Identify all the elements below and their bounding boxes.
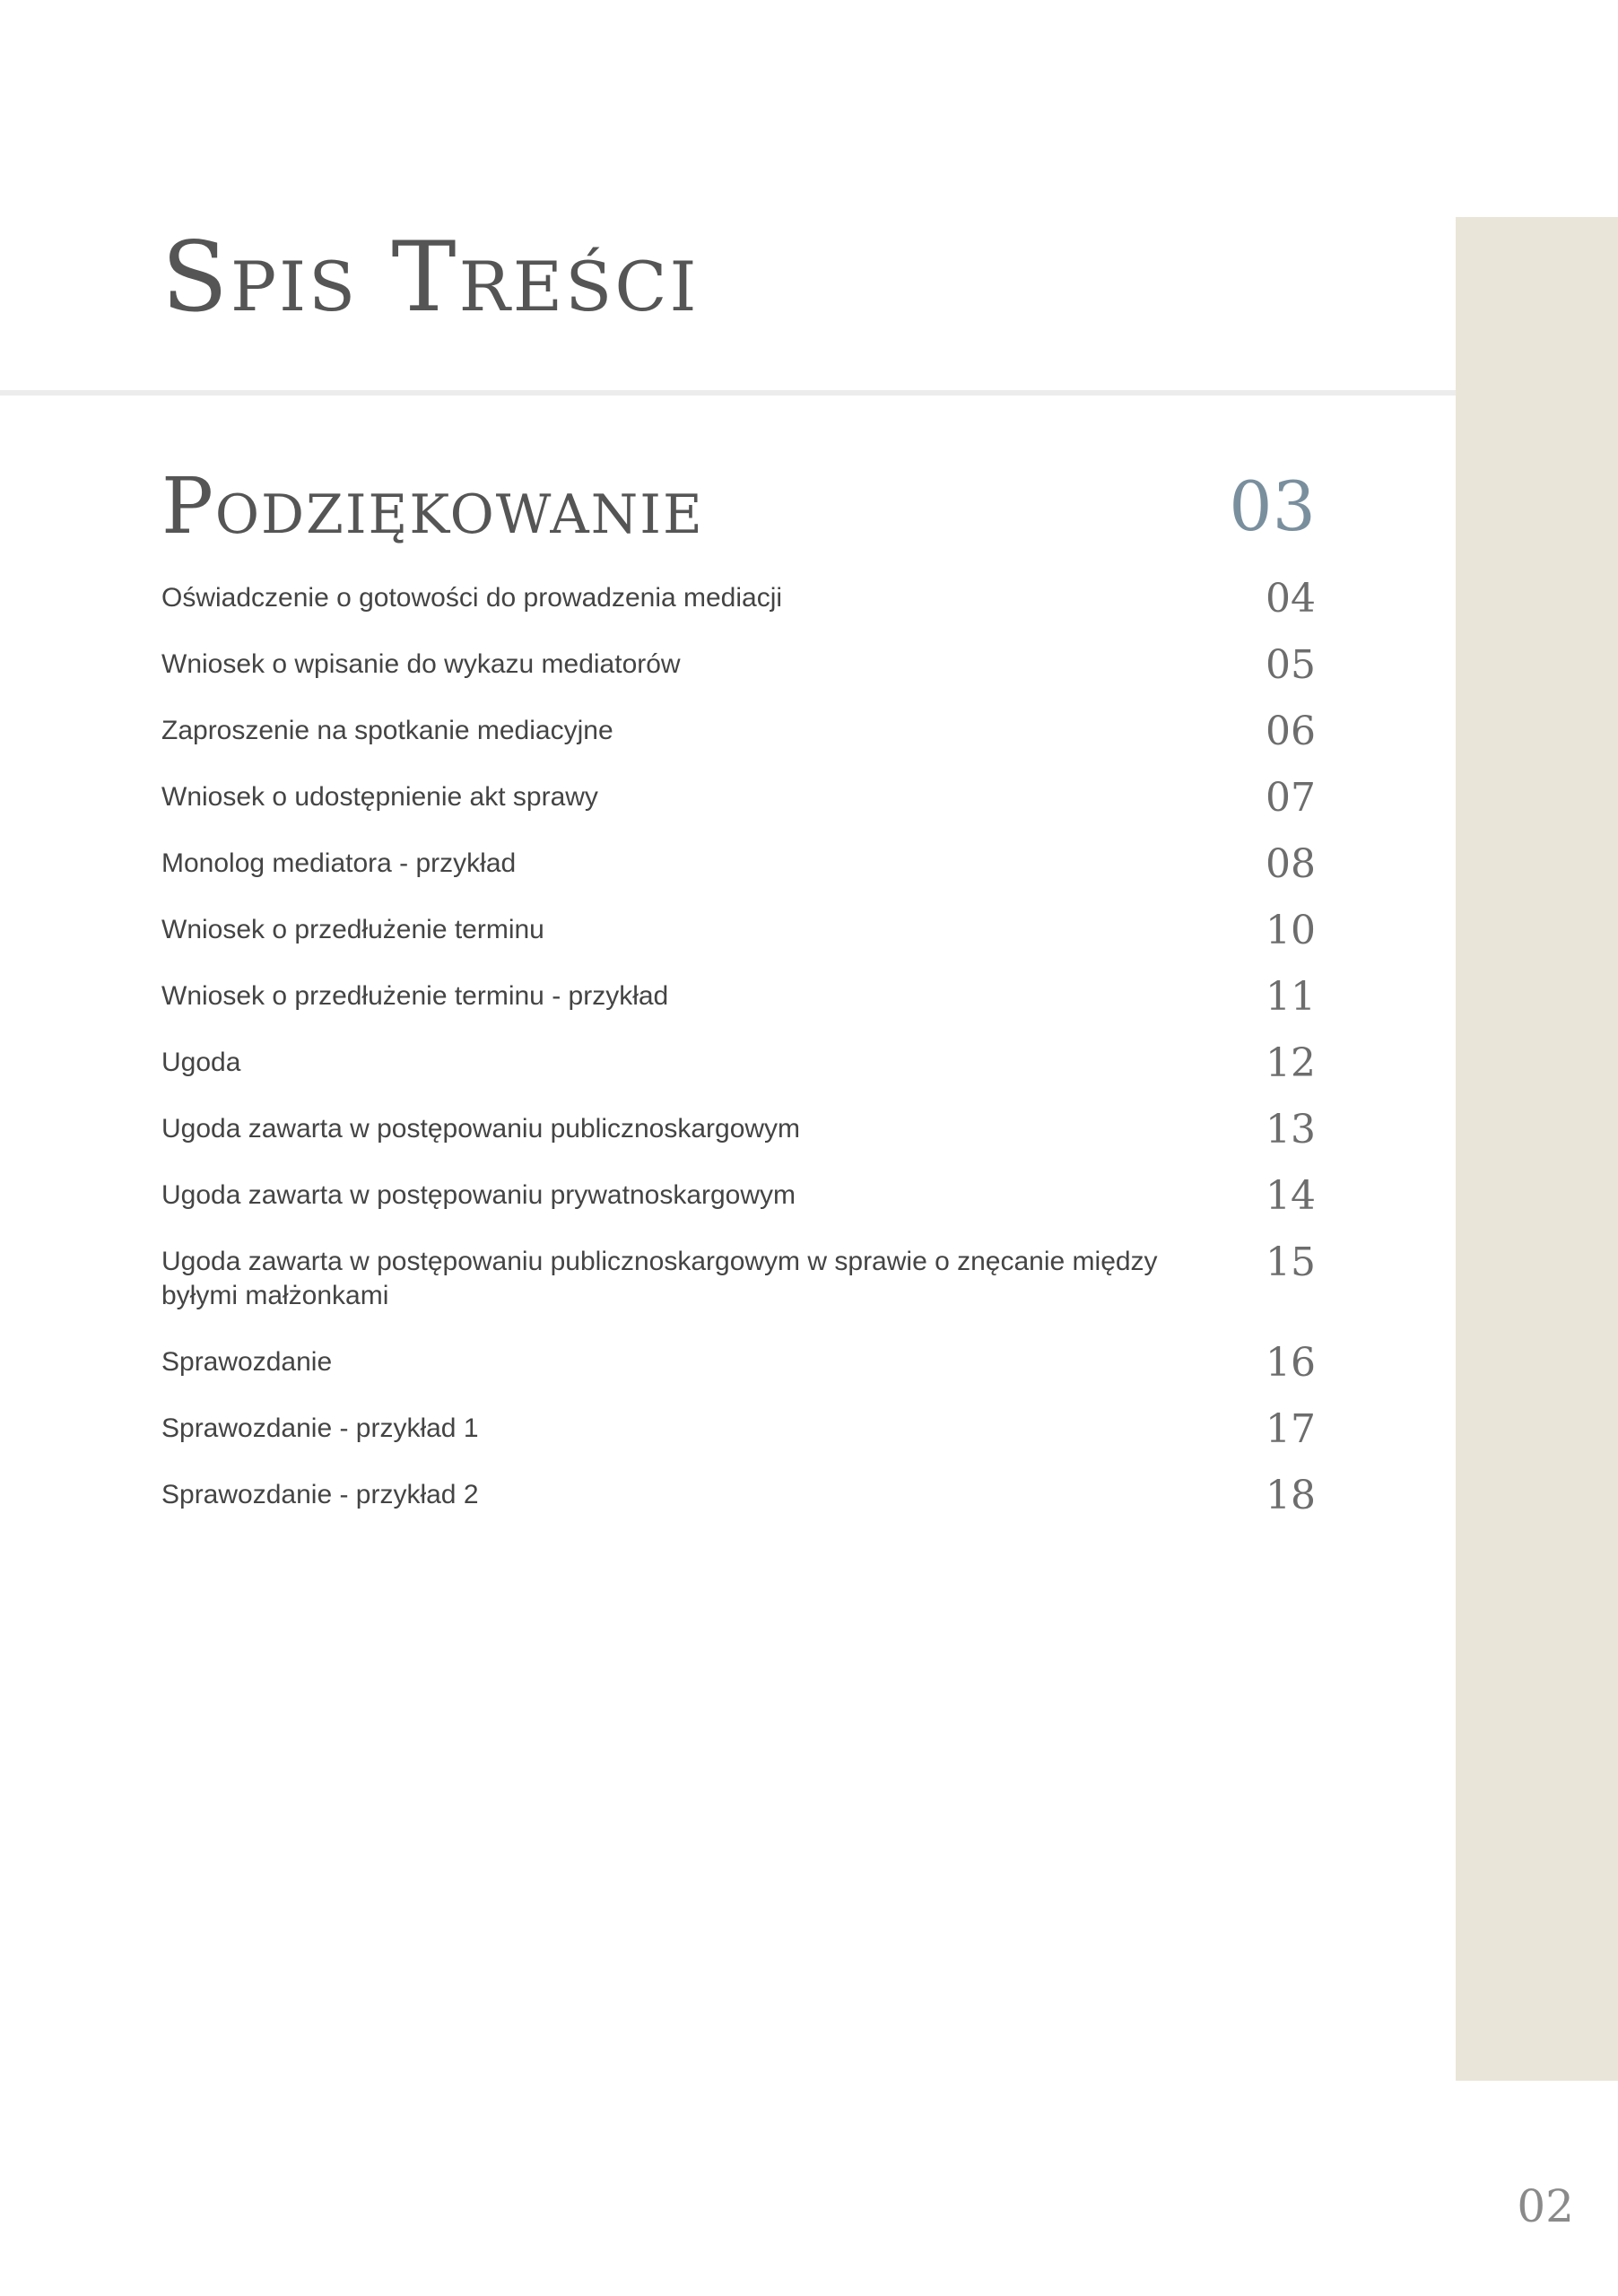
toc-item-page: 13 — [1266, 1107, 1316, 1152]
page-title: Spis Treści — [161, 222, 700, 334]
toc-item-page: 12 — [1266, 1040, 1316, 1086]
toc-item-page: 08 — [1266, 841, 1316, 887]
toc-item-page: 06 — [1266, 709, 1316, 754]
toc-item-title: Oświadczenie o gotowości do prowadzenia mediacji — [161, 583, 783, 613]
toc-item-title: Monolog mediatora - przykład — [161, 848, 517, 878]
toc-item-title: Wniosek o przedłużenie terminu — [161, 915, 544, 944]
toc-item-title: Wniosek o przedłużenie terminu - przykład — [161, 981, 669, 1011]
toc-item-title: Ugoda — [161, 1048, 241, 1077]
toc-item-title: Ugoda zawarta w postępowaniu publicznoskargowym w sprawie o znęcanie między byłymi małżonkami — [161, 1247, 1158, 1310]
toc-item-page: 16 — [1266, 1340, 1316, 1386]
toc-item-title: Ugoda zawarta w postępowaniu prywatnoskargowym — [161, 1180, 796, 1210]
toc-item-page: 11 — [1266, 974, 1316, 1020]
toc-item-page: 15 — [1266, 1239, 1316, 1285]
toc-item-page: 10 — [1266, 908, 1316, 953]
toc-item-title: Wniosek o udostępnienie akt sprawy — [161, 782, 598, 812]
toc-item-title: Sprawozdanie - przykład 1 — [161, 1413, 479, 1443]
toc-item-page: 04 — [1266, 576, 1316, 622]
toc-item-title: Zaproszenie na spotkanie mediacyjne — [161, 716, 613, 745]
toc-item-title: Sprawozdanie - przykład 2 — [161, 1480, 479, 1509]
page-number: 02 — [1517, 2180, 1574, 2232]
featured-entry-title[interactable]: Podziękowanie — [161, 462, 704, 552]
toc-item-title: Ugoda zawarta w postępowaniu publicznoskargowym — [161, 1114, 801, 1144]
side-panel — [1456, 217, 1618, 2081]
toc-item-page: 05 — [1266, 642, 1316, 688]
toc-item-page: 14 — [1266, 1173, 1316, 1219]
toc-item-page: 18 — [1266, 1473, 1316, 1518]
toc-item-title: Wniosek o wpisanie do wykazu mediatorów — [161, 649, 681, 679]
toc-item-page: 07 — [1266, 775, 1316, 821]
toc-item-title: Sprawozdanie — [161, 1347, 333, 1377]
featured-entry-page[interactable]: 03 — [1229, 466, 1316, 546]
toc-item-page: 17 — [1266, 1406, 1316, 1452]
